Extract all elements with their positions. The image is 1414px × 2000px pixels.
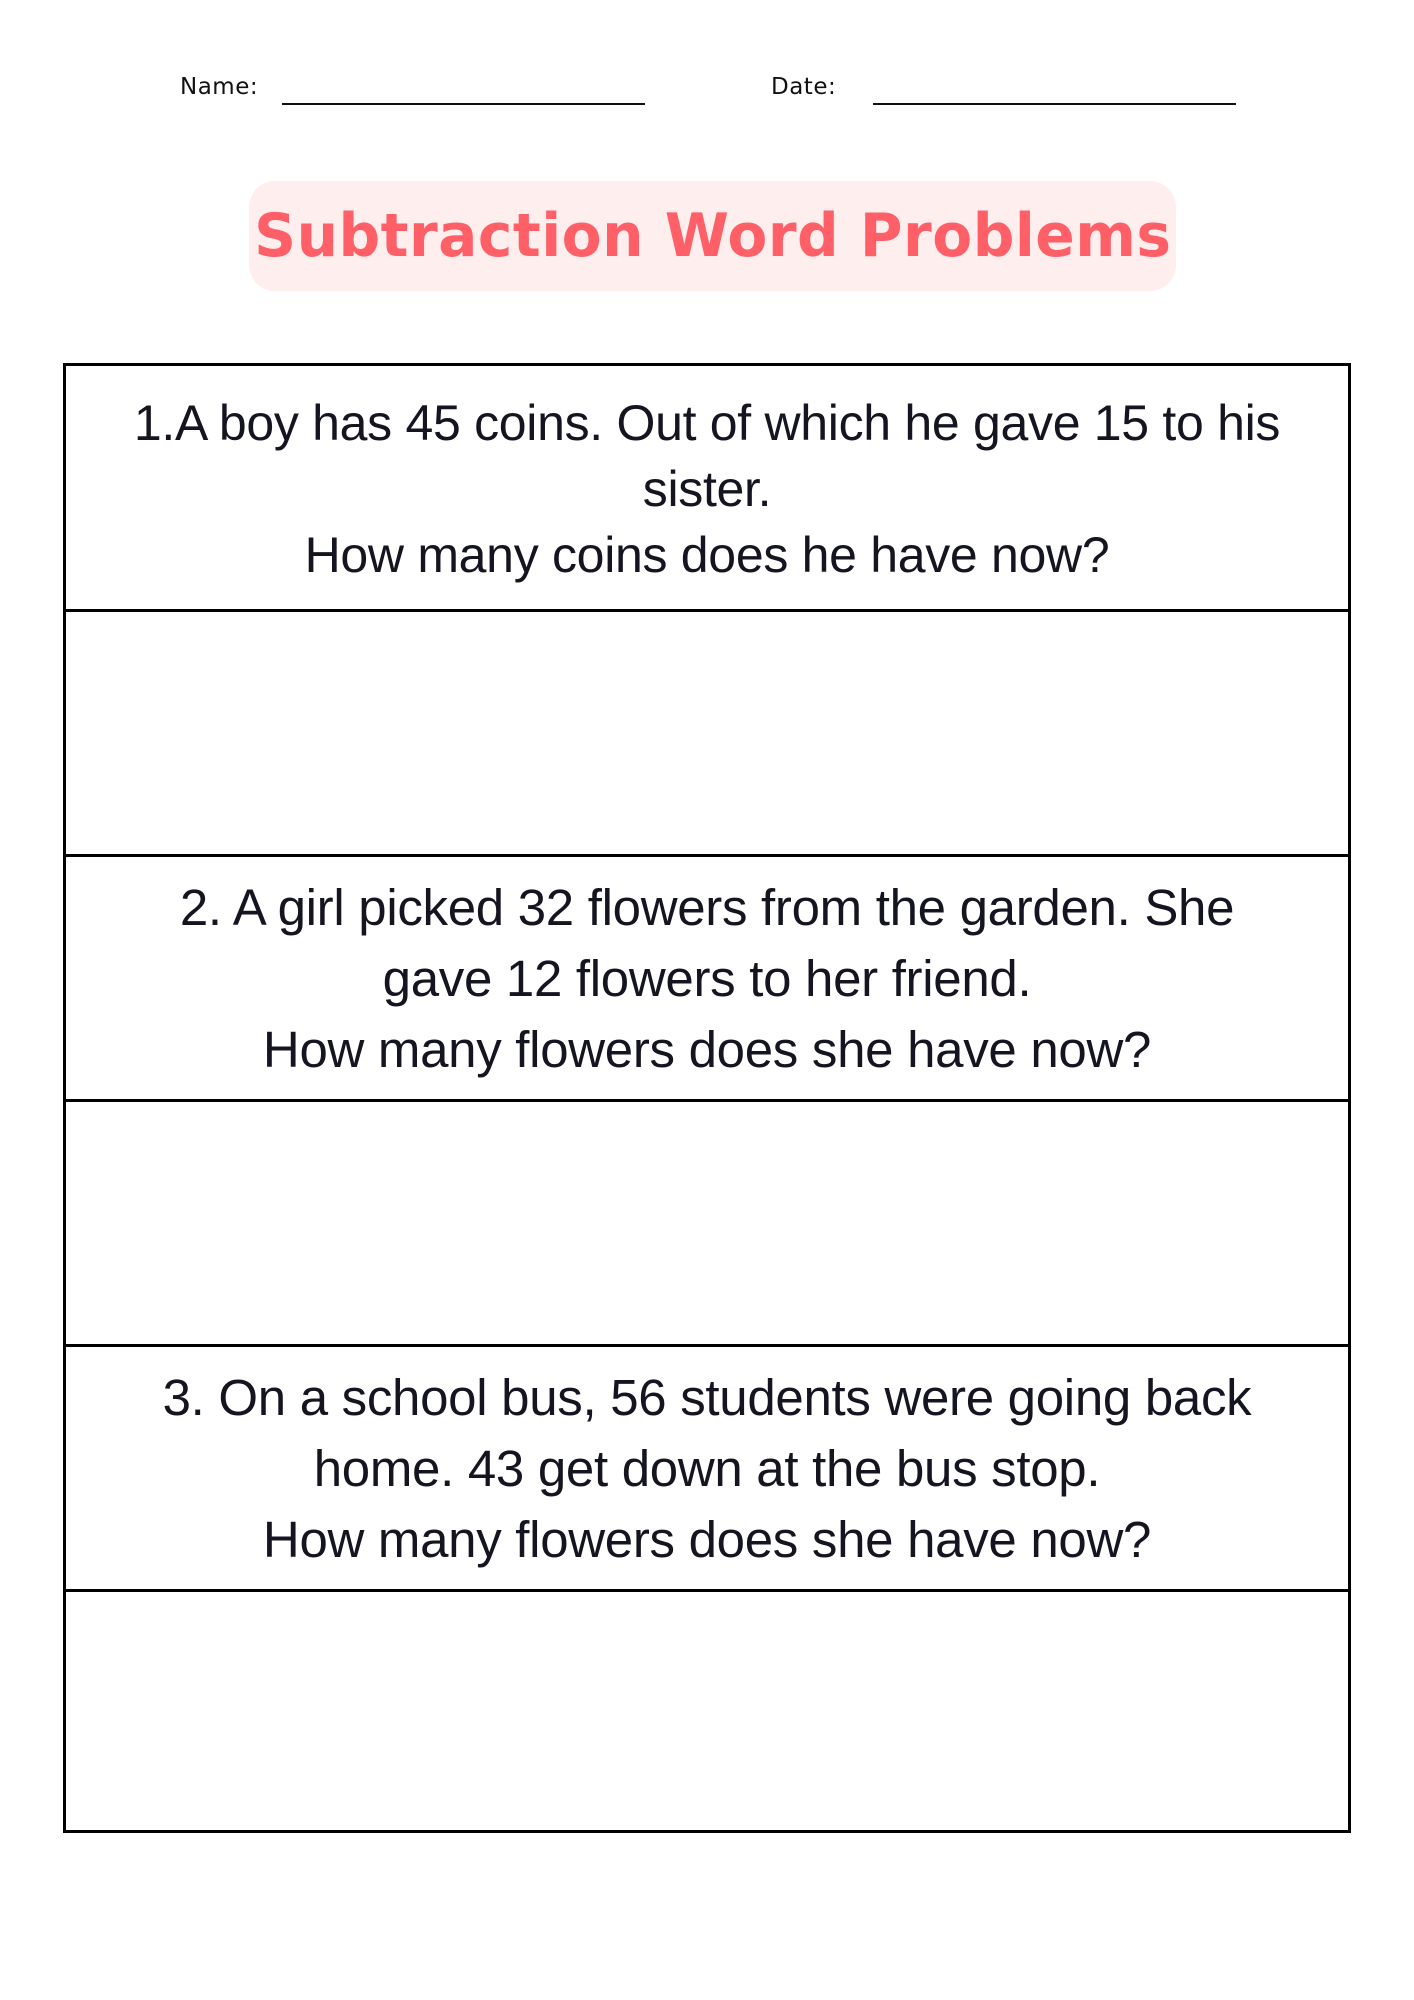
problem-3-line-2: home. 43 get down at the bus stop.	[313, 1439, 1101, 1497]
problem-1-question	[66, 366, 1348, 611]
problem-1-line-2: sister.	[642, 460, 772, 517]
problem-2-line-2: gave 12 flowers to her friend.	[382, 949, 1032, 1007]
problem-2-line-1: 2. A girl picked 32 flowers from the garden. She	[179, 878, 1235, 936]
worksheet-title: Subtraction Word Problems	[253, 201, 1172, 271]
problem-1-line-1: 1.A boy has 45 coins. Out of which he gave 15 to his	[133, 394, 1281, 451]
problem-3-line-3: How many flowers does she have now?	[262, 1510, 1152, 1568]
date-label: Date:	[771, 74, 837, 100]
problem-2-question	[66, 854, 1348, 1099]
problem-1-line-3: How many coins does he have now?	[304, 526, 1110, 583]
problem-3-question	[66, 1344, 1348, 1589]
problem-3-answer-box[interactable]	[66, 1589, 1348, 1834]
problem-3-line-1: 3. On a school bus, 56 students were going back	[162, 1368, 1252, 1426]
problem-2-answer-box[interactable]	[66, 1099, 1348, 1344]
problems-table	[63, 363, 1351, 1833]
title-banner	[249, 181, 1176, 291]
problem-1-answer-box[interactable]	[66, 609, 1348, 854]
date-field-line[interactable]	[873, 103, 1236, 105]
name-field-line[interactable]	[282, 103, 645, 105]
problem-2-line-3: How many flowers does she have now?	[262, 1020, 1152, 1078]
name-label: Name:	[180, 74, 259, 100]
